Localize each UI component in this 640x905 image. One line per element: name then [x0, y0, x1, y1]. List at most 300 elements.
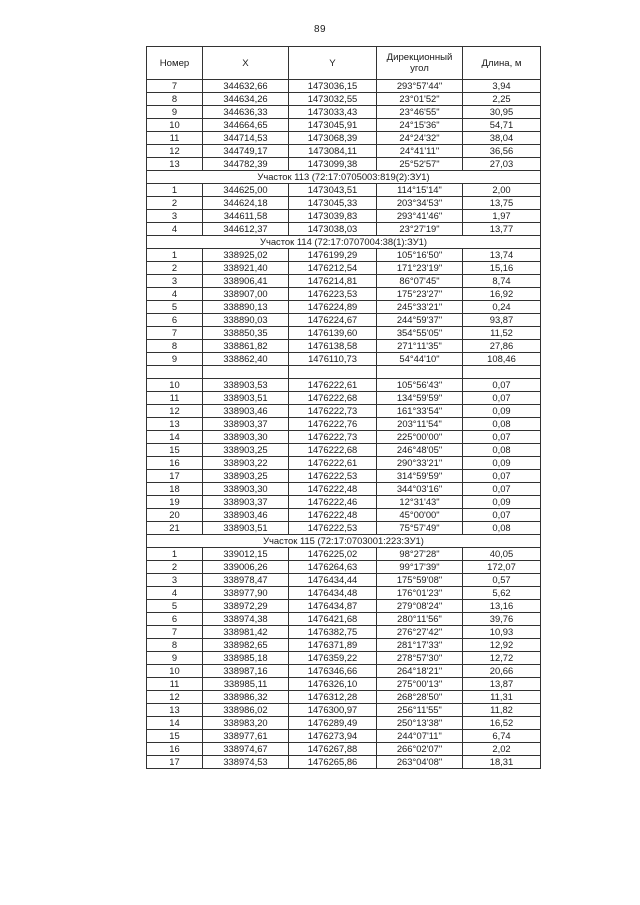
- cell-number: 18: [147, 483, 203, 496]
- cell-length: 13,77: [463, 223, 541, 236]
- table-row: [147, 158, 541, 171]
- cell-direction-angle: 281°17'33": [377, 639, 463, 652]
- cell-y: 1476382,75: [289, 626, 377, 639]
- cell-y: 1476222,68: [289, 392, 377, 405]
- cell-number: 14: [147, 431, 203, 444]
- empty-cell: [463, 366, 541, 379]
- header-angle-line2: угол: [410, 63, 429, 74]
- cell-number: 11: [147, 392, 203, 405]
- cell-length: 3,94: [463, 80, 541, 93]
- cell-x: 344625,00: [203, 184, 289, 197]
- empty-cell: [147, 366, 203, 379]
- cell-x: 338903,37: [203, 496, 289, 509]
- cell-number: 4: [147, 288, 203, 301]
- cell-y: 1476222,48: [289, 483, 377, 496]
- cell-number: 15: [147, 730, 203, 743]
- cell-x: 338985,11: [203, 678, 289, 691]
- empty-cell: [289, 366, 377, 379]
- cell-length: 27,03: [463, 158, 541, 171]
- cell-y: 1476224,67: [289, 314, 377, 327]
- table-row: [147, 613, 541, 626]
- table-row: [147, 639, 541, 652]
- table-row: [147, 444, 541, 457]
- cell-length: 0,07: [463, 392, 541, 405]
- cell-direction-angle: 105°56'43": [377, 379, 463, 392]
- cell-direction-angle: 203°34'53": [377, 197, 463, 210]
- cell-direction-angle: 24°24'32": [377, 132, 463, 145]
- cell-length: 11,31: [463, 691, 541, 704]
- cell-direction-angle: 293°57'44": [377, 80, 463, 93]
- table-row: [147, 132, 541, 145]
- cell-y: 1476267,88: [289, 743, 377, 756]
- cell-length: 12,72: [463, 652, 541, 665]
- cell-y: 1476273,94: [289, 730, 377, 743]
- cell-length: 13,75: [463, 197, 541, 210]
- table-row: [147, 340, 541, 353]
- table-row: [147, 457, 541, 470]
- cell-x: 338862,40: [203, 353, 289, 366]
- cell-length: 0,07: [463, 379, 541, 392]
- cell-length: 2,00: [463, 184, 541, 197]
- table-row: [147, 119, 541, 132]
- table-row: [147, 717, 541, 730]
- cell-x: 338977,90: [203, 587, 289, 600]
- cell-direction-angle: 256°11'55": [377, 704, 463, 717]
- cell-x: 338850,35: [203, 327, 289, 340]
- table-row: [147, 249, 541, 262]
- cell-length: 0,24: [463, 301, 541, 314]
- cell-x: 344632,66: [203, 80, 289, 93]
- cell-direction-angle: 98°27'28": [377, 548, 463, 561]
- cell-x: 339012,15: [203, 548, 289, 561]
- table-row: [147, 418, 541, 431]
- cell-direction-angle: 24°41'11": [377, 145, 463, 158]
- cell-direction-angle: 45°00'00": [377, 509, 463, 522]
- cell-x: 338985,18: [203, 652, 289, 665]
- cell-direction-angle: 280°11'56": [377, 613, 463, 626]
- cell-direction-angle: 175°23'27": [377, 288, 463, 301]
- cell-direction-angle: 354°55'05": [377, 327, 463, 340]
- cell-number: 3: [147, 275, 203, 288]
- cell-number: 21: [147, 522, 203, 535]
- cell-x: 338903,46: [203, 509, 289, 522]
- cell-y: 1473084,11: [289, 145, 377, 158]
- table-row: [147, 392, 541, 405]
- cell-y: 1476434,48: [289, 587, 377, 600]
- cell-x: 339006,26: [203, 561, 289, 574]
- cell-x: 338981,42: [203, 626, 289, 639]
- header-angle-line1: Дирекционный: [386, 52, 453, 63]
- cell-y: 1476222,61: [289, 457, 377, 470]
- cell-x: 338907,00: [203, 288, 289, 301]
- table-row: [147, 288, 541, 301]
- cell-y: 1476359,22: [289, 652, 377, 665]
- cell-x: 338974,53: [203, 756, 289, 769]
- table-row: [147, 145, 541, 158]
- cell-number: 6: [147, 314, 203, 327]
- cell-length: 15,16: [463, 262, 541, 275]
- cell-y: 1476434,44: [289, 574, 377, 587]
- cell-length: 108,46: [463, 353, 541, 366]
- cell-direction-angle: 54°44'10": [377, 353, 463, 366]
- cell-length: 18,31: [463, 756, 541, 769]
- table-row: [147, 93, 541, 106]
- cell-direction-angle: 23°27'19": [377, 223, 463, 236]
- cell-length: 172,07: [463, 561, 541, 574]
- cell-number: 15: [147, 444, 203, 457]
- cell-y: 1473038,03: [289, 223, 377, 236]
- cell-x: 338903,37: [203, 418, 289, 431]
- table-row: [147, 730, 541, 743]
- cell-y: 1476222,53: [289, 470, 377, 483]
- cell-direction-angle: 114°15'14": [377, 184, 463, 197]
- cell-length: 20,66: [463, 665, 541, 678]
- cell-direction-angle: 175°59'08": [377, 574, 463, 587]
- cell-number: 16: [147, 743, 203, 756]
- cell-direction-angle: 293°41'46": [377, 210, 463, 223]
- section-row: [147, 171, 541, 184]
- cell-direction-angle: 225°00'00": [377, 431, 463, 444]
- cell-y: 1476222,73: [289, 405, 377, 418]
- cell-length: 0,07: [463, 509, 541, 522]
- table-row: [147, 379, 541, 392]
- cell-number: 6: [147, 613, 203, 626]
- cell-direction-angle: 171°23'19": [377, 262, 463, 275]
- cell-direction-angle: 24°15'36": [377, 119, 463, 132]
- cell-y: 1473039,83: [289, 210, 377, 223]
- cell-y: 1473099,38: [289, 158, 377, 171]
- cell-direction-angle: 264°18'21": [377, 665, 463, 678]
- table-row: [147, 470, 541, 483]
- cell-y: 1476222,76: [289, 418, 377, 431]
- cell-number: 2: [147, 561, 203, 574]
- cell-length: 0,07: [463, 470, 541, 483]
- cell-number: 12: [147, 691, 203, 704]
- cell-x: 338982,65: [203, 639, 289, 652]
- cell-y: 1476346,66: [289, 665, 377, 678]
- cell-direction-angle: 134°59'59": [377, 392, 463, 405]
- cell-number: 9: [147, 652, 203, 665]
- cell-length: 8,74: [463, 275, 541, 288]
- cell-y: 1476312,28: [289, 691, 377, 704]
- table-row: [147, 197, 541, 210]
- cell-y: 1476222,46: [289, 496, 377, 509]
- cell-y: 1476212,54: [289, 262, 377, 275]
- cell-y: 1476139,60: [289, 327, 377, 340]
- cell-number: 11: [147, 132, 203, 145]
- cell-x: 338978,47: [203, 574, 289, 587]
- table-row: [147, 431, 541, 444]
- cell-direction-angle: 105°16'50": [377, 249, 463, 262]
- cell-length: 16,52: [463, 717, 541, 730]
- cell-number: 10: [147, 119, 203, 132]
- cell-y: 1473045,91: [289, 119, 377, 132]
- cell-y: 1473036,15: [289, 80, 377, 93]
- section-row: [147, 535, 541, 548]
- cell-direction-angle: 176°01'23": [377, 587, 463, 600]
- cell-y: 1476224,89: [289, 301, 377, 314]
- cell-number: 17: [147, 470, 203, 483]
- cell-length: 13,74: [463, 249, 541, 262]
- table-row: [147, 743, 541, 756]
- cell-length: 38,04: [463, 132, 541, 145]
- cell-direction-angle: 344°03'16": [377, 483, 463, 496]
- cell-direction-angle: 275°00'13": [377, 678, 463, 691]
- cell-y: 1476138,58: [289, 340, 377, 353]
- cell-x: 344749,17: [203, 145, 289, 158]
- cell-length: 30,95: [463, 106, 541, 119]
- section-row: [147, 236, 541, 249]
- table-row: [147, 574, 541, 587]
- table-row: [147, 496, 541, 509]
- cell-x: 344634,26: [203, 93, 289, 106]
- cell-length: 54,71: [463, 119, 541, 132]
- cell-y: 1473043,51: [289, 184, 377, 197]
- table-row: [147, 509, 541, 522]
- cell-number: 17: [147, 756, 203, 769]
- cell-direction-angle: 290°33'21": [377, 457, 463, 470]
- coordinates-table: [146, 46, 541, 769]
- cell-x: 344624,18: [203, 197, 289, 210]
- table-row: [147, 691, 541, 704]
- table-row: [147, 262, 541, 275]
- cell-y: 1476223,53: [289, 288, 377, 301]
- cell-direction-angle: 245°33'21": [377, 301, 463, 314]
- cell-number: 10: [147, 379, 203, 392]
- cell-number: 13: [147, 158, 203, 171]
- cell-direction-angle: 246°48'05": [377, 444, 463, 457]
- cell-length: 1,97: [463, 210, 541, 223]
- table-row: [147, 405, 541, 418]
- cell-direction-angle: 86°07'45": [377, 275, 463, 288]
- table-row: [147, 600, 541, 613]
- table-row: [147, 275, 541, 288]
- cell-number: 16: [147, 457, 203, 470]
- cell-x: 344611,58: [203, 210, 289, 223]
- header-direction-angle: [377, 47, 463, 80]
- cell-number: 2: [147, 197, 203, 210]
- empty-row: [147, 366, 541, 379]
- table-row: [147, 483, 541, 496]
- table-row: [147, 80, 541, 93]
- cell-y: 1473045,33: [289, 197, 377, 210]
- cell-number: 7: [147, 626, 203, 639]
- cell-number: 8: [147, 639, 203, 652]
- cell-length: 0,07: [463, 431, 541, 444]
- cell-direction-angle: 99°17'39": [377, 561, 463, 574]
- cell-length: 0,08: [463, 418, 541, 431]
- cell-x: 338974,38: [203, 613, 289, 626]
- cell-y: 1473033,43: [289, 106, 377, 119]
- cell-length: 0,09: [463, 496, 541, 509]
- cell-length: 0,08: [463, 444, 541, 457]
- table-row: [147, 106, 541, 119]
- cell-x: 338861,82: [203, 340, 289, 353]
- cell-direction-angle: 23°46'55": [377, 106, 463, 119]
- cell-length: 11,52: [463, 327, 541, 340]
- cell-number: 7: [147, 327, 203, 340]
- cell-y: 1476326,10: [289, 678, 377, 691]
- cell-direction-angle: 263°04'08": [377, 756, 463, 769]
- cell-y: 1476110,73: [289, 353, 377, 366]
- cell-number: 9: [147, 106, 203, 119]
- cell-x: 344664,65: [203, 119, 289, 132]
- cell-length: 0,09: [463, 457, 541, 470]
- section-title: Участок 114 (72:17:0707004:38(1):ЗУ1): [147, 236, 541, 249]
- cell-length: 40,05: [463, 548, 541, 561]
- cell-length: 0,09: [463, 405, 541, 418]
- cell-x: 338903,51: [203, 522, 289, 535]
- cell-y: 1476222,68: [289, 444, 377, 457]
- table-row: [147, 223, 541, 236]
- cell-x: 338903,51: [203, 392, 289, 405]
- cell-length: 2,02: [463, 743, 541, 756]
- table-row: [147, 184, 541, 197]
- cell-length: 0,08: [463, 522, 541, 535]
- table-row: [147, 587, 541, 600]
- cell-direction-angle: 276°27'42": [377, 626, 463, 639]
- header-x: X: [203, 47, 289, 80]
- cell-x: 338903,46: [203, 405, 289, 418]
- cell-x: 338983,20: [203, 717, 289, 730]
- cell-number: 4: [147, 587, 203, 600]
- cell-number: 5: [147, 600, 203, 613]
- table-row: [147, 522, 541, 535]
- cell-y: 1473032,55: [289, 93, 377, 106]
- cell-number: 8: [147, 93, 203, 106]
- cell-number: 9: [147, 353, 203, 366]
- table-body: [147, 80, 541, 769]
- empty-cell: [377, 366, 463, 379]
- cell-number: 4: [147, 223, 203, 236]
- cell-direction-angle: 203°11'54": [377, 418, 463, 431]
- cell-number: 1: [147, 184, 203, 197]
- cell-x: 338986,32: [203, 691, 289, 704]
- header-y: Y: [289, 47, 377, 80]
- cell-number: 1: [147, 249, 203, 262]
- cell-number: 10: [147, 665, 203, 678]
- cell-x: 344612,37: [203, 223, 289, 236]
- cell-y: 1476214,81: [289, 275, 377, 288]
- cell-x: 338906,41: [203, 275, 289, 288]
- cell-direction-angle: 12°31'43": [377, 496, 463, 509]
- table-row: [147, 665, 541, 678]
- cell-y: 1476434,87: [289, 600, 377, 613]
- cell-length: 27,86: [463, 340, 541, 353]
- cell-number: 12: [147, 145, 203, 158]
- cell-x: 338986,02: [203, 704, 289, 717]
- cell-number: 1: [147, 548, 203, 561]
- cell-direction-angle: 278°57'30": [377, 652, 463, 665]
- cell-number: 3: [147, 574, 203, 587]
- table-row: [147, 301, 541, 314]
- cell-direction-angle: 75°57'49": [377, 522, 463, 535]
- cell-number: 3: [147, 210, 203, 223]
- cell-number: 11: [147, 678, 203, 691]
- cell-length: 6,74: [463, 730, 541, 743]
- cell-number: 13: [147, 418, 203, 431]
- table-row: [147, 678, 541, 691]
- cell-x: 338925,02: [203, 249, 289, 262]
- header-number: Номер: [147, 47, 203, 80]
- cell-number: 12: [147, 405, 203, 418]
- table-row: [147, 353, 541, 366]
- cell-x: 338903,25: [203, 470, 289, 483]
- page-number: 89: [313, 24, 327, 35]
- cell-length: 0,07: [463, 483, 541, 496]
- cell-y: 1476371,89: [289, 639, 377, 652]
- cell-direction-angle: 250°13'38": [377, 717, 463, 730]
- cell-y: 1476222,53: [289, 522, 377, 535]
- cell-number: 20: [147, 509, 203, 522]
- table-row: [147, 652, 541, 665]
- table-row: [147, 327, 541, 340]
- cell-number: 2: [147, 262, 203, 275]
- cell-number: 19: [147, 496, 203, 509]
- cell-x: 338921,40: [203, 262, 289, 275]
- cell-x: 338987,16: [203, 665, 289, 678]
- table-row: [147, 314, 541, 327]
- table-row: [147, 626, 541, 639]
- cell-y: 1476222,48: [289, 509, 377, 522]
- cell-direction-angle: 25°52'57": [377, 158, 463, 171]
- cell-number: 7: [147, 80, 203, 93]
- cell-y: 1476225,02: [289, 548, 377, 561]
- cell-length: 39,76: [463, 613, 541, 626]
- table-header: [147, 47, 541, 80]
- cell-direction-angle: 279°08'24": [377, 600, 463, 613]
- cell-number: 8: [147, 340, 203, 353]
- cell-length: 16,92: [463, 288, 541, 301]
- cell-length: 0,57: [463, 574, 541, 587]
- header-length: Длина, м: [463, 47, 541, 80]
- cell-length: 11,82: [463, 704, 541, 717]
- cell-length: 93,87: [463, 314, 541, 327]
- section-title: Участок 113 (72:17:0705003:819(2):ЗУ1): [147, 171, 541, 184]
- cell-length: 36,56: [463, 145, 541, 158]
- table-row: [147, 756, 541, 769]
- table-row: [147, 210, 541, 223]
- cell-number: 13: [147, 704, 203, 717]
- cell-x: 338890,03: [203, 314, 289, 327]
- cell-x: 338903,30: [203, 483, 289, 496]
- cell-x: 338974,67: [203, 743, 289, 756]
- cell-y: 1476222,73: [289, 431, 377, 444]
- cell-x: 338903,30: [203, 431, 289, 444]
- cell-x: 344636,33: [203, 106, 289, 119]
- table-row: [147, 548, 541, 561]
- cell-direction-angle: 271°11'35": [377, 340, 463, 353]
- cell-x: 338903,53: [203, 379, 289, 392]
- cell-y: 1476300,97: [289, 704, 377, 717]
- cell-direction-angle: 244°07'11": [377, 730, 463, 743]
- cell-x: 338903,25: [203, 444, 289, 457]
- cell-length: 5,62: [463, 587, 541, 600]
- cell-length: 13,16: [463, 600, 541, 613]
- cell-direction-angle: 268°28'50": [377, 691, 463, 704]
- cell-y: 1476222,61: [289, 379, 377, 392]
- cell-y: 1476199,29: [289, 249, 377, 262]
- cell-number: 5: [147, 301, 203, 314]
- section-title: Участок 115 (72:17:0703001:223:ЗУ1): [147, 535, 541, 548]
- cell-y: 1476265,86: [289, 756, 377, 769]
- cell-direction-angle: 161°33'54": [377, 405, 463, 418]
- cell-x: 338972,29: [203, 600, 289, 613]
- cell-y: 1476264,63: [289, 561, 377, 574]
- cell-x: 338977,61: [203, 730, 289, 743]
- cell-direction-angle: 314°59'59": [377, 470, 463, 483]
- cell-length: 2,25: [463, 93, 541, 106]
